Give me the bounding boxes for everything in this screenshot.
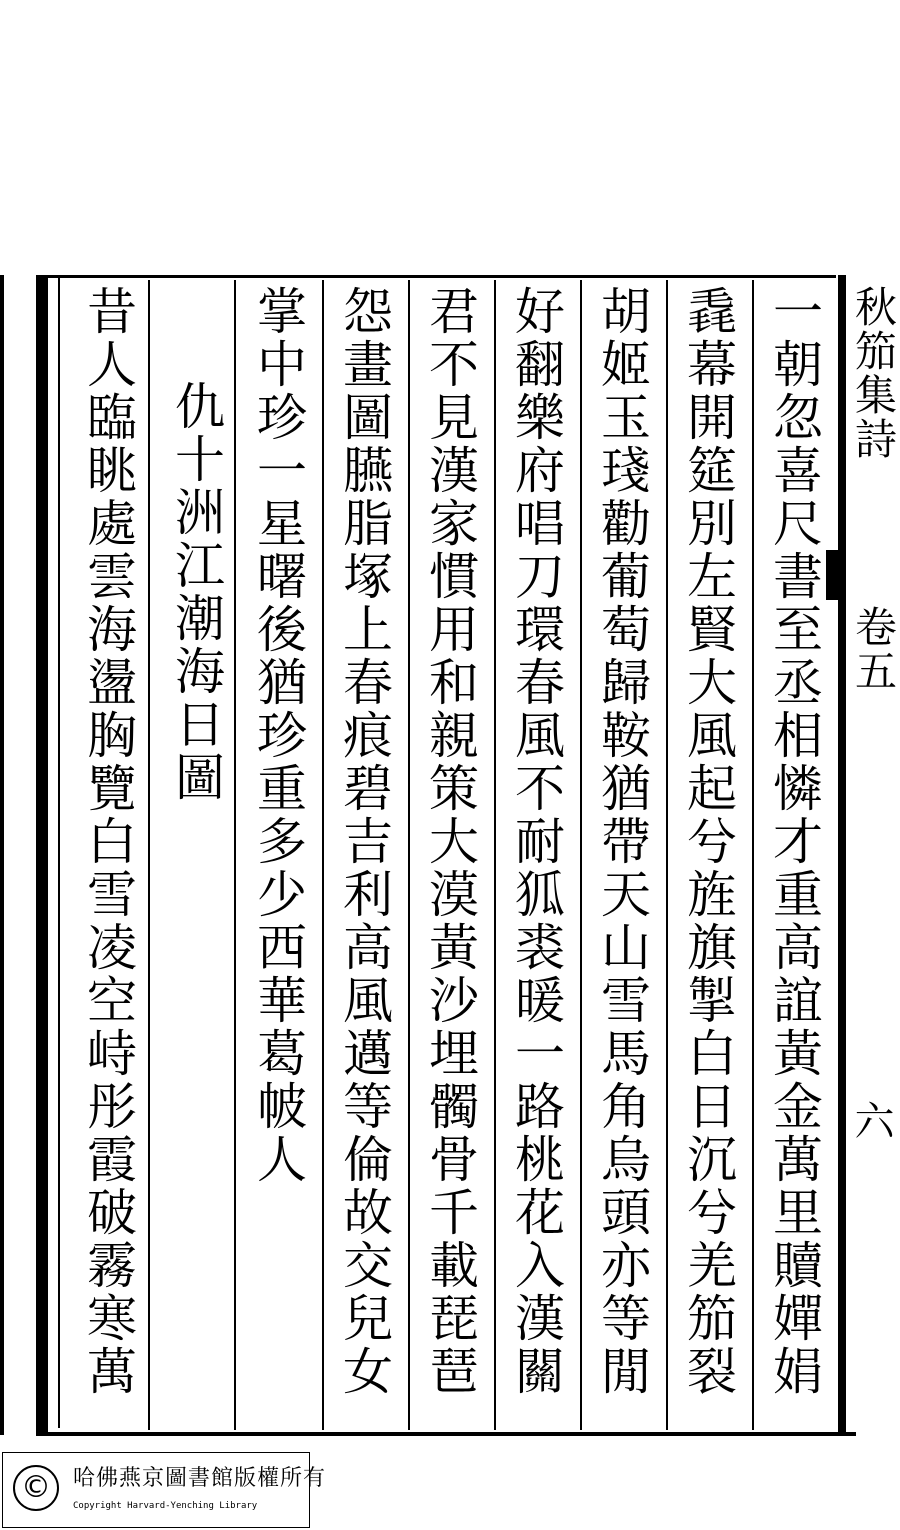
margin-title: 秋笳集詩 [849,285,898,461]
copyright-stamp [2,1452,327,1528]
column-rule [580,280,582,1430]
text-column-2: 毳幕開筵別左賢大風起兮旌旗掣白日沉兮羌笳裂 [679,285,737,1398]
column-rule [666,280,668,1430]
copyright-icon: © [13,1465,59,1511]
text-column-3: 胡姬玉琖勸葡萄歸鞍猶帶天山雪馬角烏頭亦等閒 [593,285,651,1398]
page-border-outer [36,278,48,1433]
column-rule [148,280,150,1430]
book-fold [838,275,846,1435]
margin-block [846,275,900,1435]
text-column-6: 怨畫圖臙脂塚上春痕碧吉利高風邁等倫故交兒女 [335,285,393,1398]
text-column-4: 好翻樂府唱刀環春風不耐狐裘暖一路桃花入漢關 [507,285,565,1398]
column-rule [408,280,410,1430]
column-rule [234,280,236,1430]
margin-volume: 卷五 [849,605,898,693]
stamp-chinese-text: 哈佛燕京圖書館版權所有 [73,1466,327,1491]
fish-tail-mark [826,550,846,600]
margin-page-number: 六 [848,1100,894,1140]
stamp-english-text: Copyright Harvard-Yenching Library [73,1501,258,1511]
page-border-bottom [36,1432,856,1436]
page-border-inner [58,278,60,1428]
page-border-top [36,275,836,278]
poem-title-column: 仇十洲江潮海日圖 [167,380,225,804]
text-column-1: 一朝忽喜尺書至丞相憐才重高誼黃金萬里贖嬋娟 [765,285,823,1398]
page-border-left-edge [0,275,4,1435]
column-rule [494,280,496,1430]
text-column-5: 君不見漢家慣用和親策大漠黃沙埋髑骨千載琵琶 [421,285,479,1398]
text-column-7: 掌中珍一星曙後猶珍重多少西華葛帔人 [249,285,307,1186]
column-rule [752,280,754,1430]
text-column-9: 昔人臨眺處雲海盪胸覽白雪凌空峙彤霞破霧寒萬 [79,285,137,1398]
column-rule [322,280,324,1430]
